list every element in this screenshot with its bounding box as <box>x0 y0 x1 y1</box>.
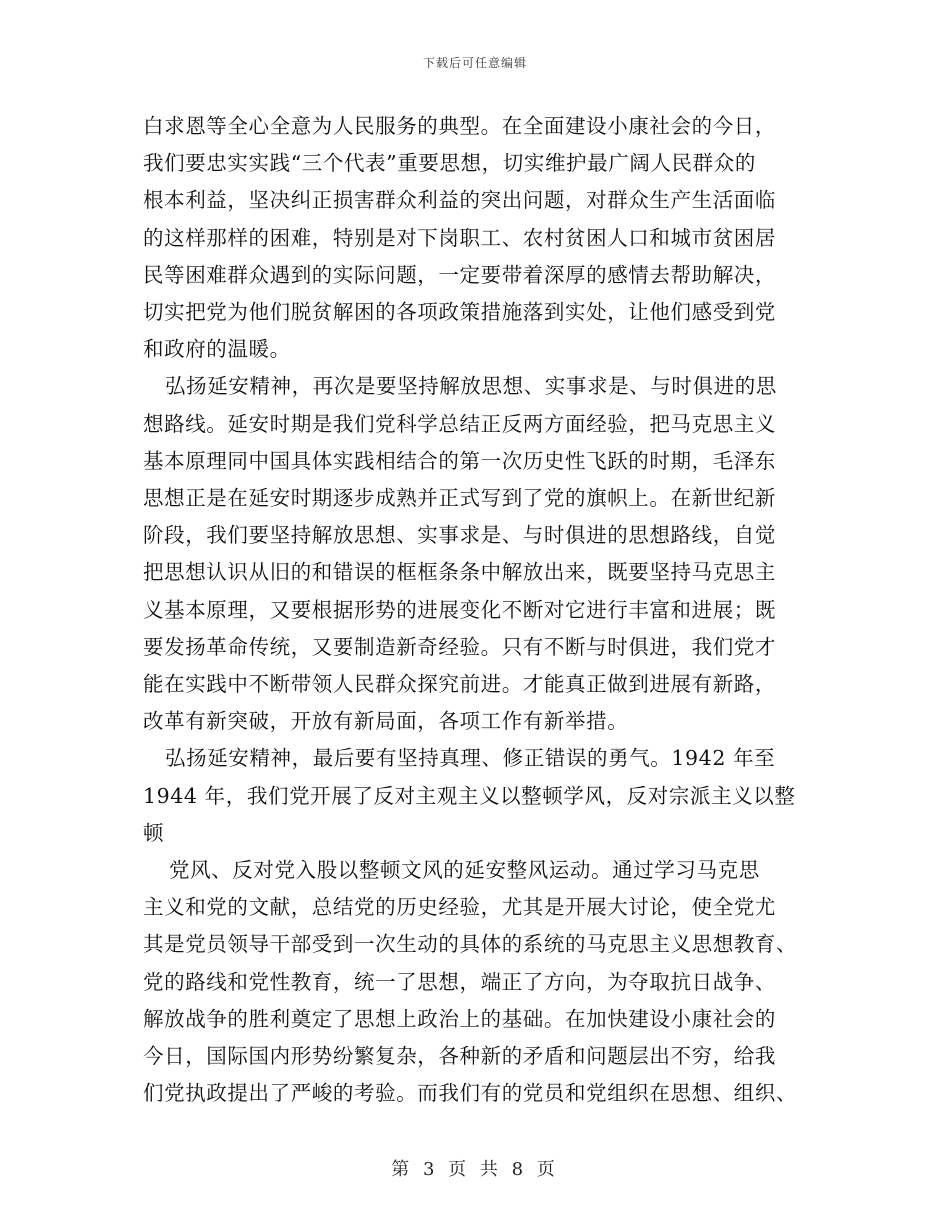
text-line: 1944 年，我们党开展了反对主观主义以整顿学风，反对宗派主义以整 <box>143 783 796 808</box>
text-line: 思想正是在延安时期逐步成熟并正式写到了党的旗帜上。在新世纪新 <box>143 486 776 511</box>
text-line: 其是党员领导干部受到一次生动的具体的系统的马克思主义思想教育、 <box>143 932 798 957</box>
text-line: 民等困难群众遇到的实际问题，一定要带着深厚的感情去帮助解决， <box>143 262 776 287</box>
text-line: 切实把党为他们脱贫解困的各项政策措施落到实处，让他们感受到党 <box>143 300 776 325</box>
text-line: 基本原理同中国具体实践相结合的第一次历史性飞跃的时期，毛泽东 <box>143 448 776 473</box>
paragraph-first-line: 弘扬延安精神，最后要有坚持真理、修正错误的勇气。1942 年至 <box>165 746 776 771</box>
text-line: 们党执政提出了严峻的考验。而我们有的党员和党组织在思想、组织、 <box>143 1081 798 1106</box>
text-line: 党的路线和党性教育，统一了思想，端正了方向，为夺取抗日战争、 <box>143 969 776 994</box>
text-line: 义基本原理，又要根据形势的进展变化不断对它进行丰富和进展；既 <box>143 597 776 622</box>
text-line: 顿 <box>143 820 165 845</box>
text-line: 今日，国际国内形势纷繁复杂，各种新的矛盾和问题层出不穷，给我 <box>143 1044 776 1069</box>
text-line: 白求恩等全心全意为人民服务的典型。在全面建设小康社会的今日， <box>143 114 776 138</box>
text-line: 要发扬革命传统，又要制造新奇经验。只有不断与时俱进，我们党才 <box>143 634 776 659</box>
text-line: 改革有新突破，开放有新局面，各项工作有新举措。 <box>143 709 629 734</box>
text-line: 阶段，我们要坚持解放思想、实事求是、与时俱进的思想路线，自觉 <box>143 523 776 548</box>
paragraph-first-line: 弘扬延安精神，再次是要坚持解放思想、实事求是、与时俱进的思 <box>165 374 777 399</box>
text-line: 想路线。延安时期是我们党科学总结正反两方面经验，把马克思主义 <box>143 411 776 436</box>
text-line: 主义和党的文献，总结党的历史经验，尤其是开展大讨论，使全党尤 <box>143 895 776 920</box>
document-body <box>143 108 811 1112</box>
text-line: 的这样那样的困难，特别是对下岗职工、农村贫困人口和城市贫困居 <box>143 225 776 250</box>
text-line: 根本利益，坚决纠正损害群众利益的突出问题，对群众生产生活面临 <box>143 188 776 213</box>
page-number-footer: 第 3 页 共 8 页 <box>391 1159 559 1180</box>
page-header: 下载后可任意编辑 <box>422 56 527 70</box>
paragraph-first-line: 党风、反对党入股以整顿文风的延安整风运动。通过学习马克思 <box>169 858 760 883</box>
text-line: 能在实践中不断带领人民群众探究前进。才能真正做到进展有新路， <box>143 672 776 697</box>
text-line: 把思想认识从旧的和错误的框框条条中解放出来，既要坚持马克思主 <box>143 560 776 585</box>
text-line: 和政府的温暖。 <box>143 337 291 362</box>
text-line: 解放战争的胜利奠定了思想上政治上的基础。在加快建设小康社会的 <box>143 1006 776 1031</box>
text-line: 我们要忠实实践“三个代表”重要思想，切实维护最广阔人民群众的 <box>143 151 756 176</box>
